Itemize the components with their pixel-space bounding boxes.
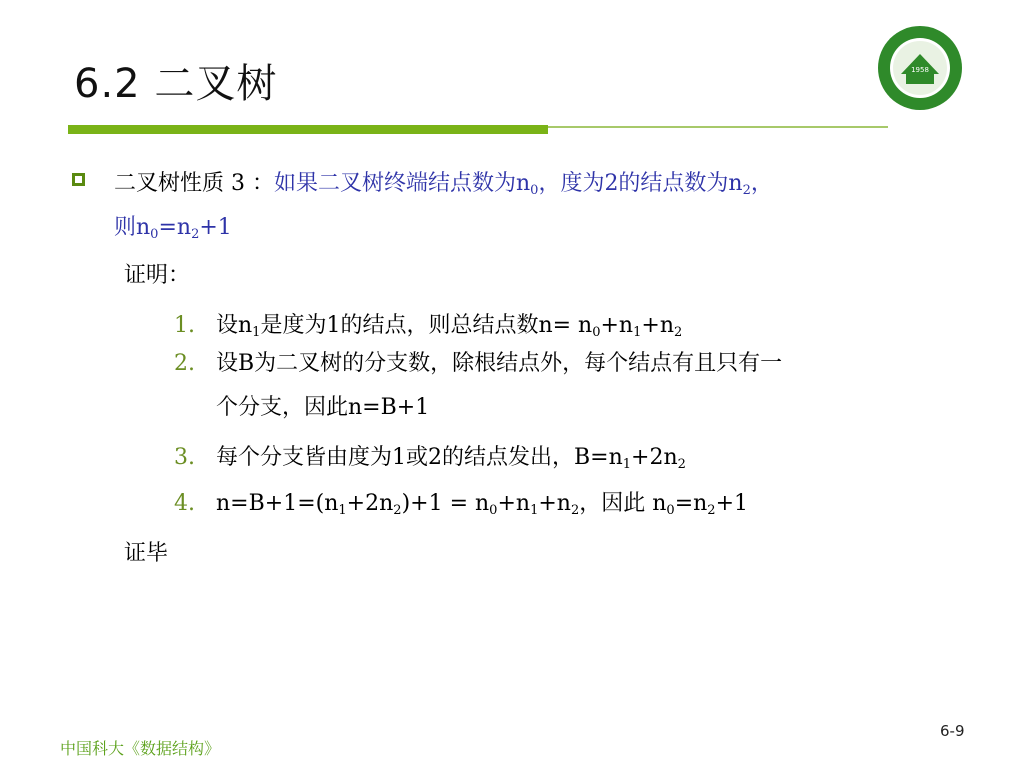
title-underline-thin xyxy=(548,126,888,128)
step-number: 2. xyxy=(174,351,195,376)
slide-title: 6.2 二叉树 xyxy=(74,61,278,107)
proof-heading: 证明： xyxy=(124,263,191,288)
property-statement: 如果二叉树终端结点数为$n_0$，度为2的结点数为$n_2$， xyxy=(273,171,773,198)
proof-step-3: 3. 每个分支皆由度为1或2的结点发出，$B=n_1+2n_2$ xyxy=(174,445,686,472)
footer-course-name: 中国科大《数据结构》 xyxy=(60,739,221,758)
step-number: 1. xyxy=(174,313,195,338)
property-label: 二叉树性质 3 ： xyxy=(114,171,274,196)
title-underline-thick xyxy=(68,125,548,134)
bullet-square-icon xyxy=(72,173,85,186)
proof-step-4: 4. $n=B+1=(n_1+2n_2)+1 = n_0+n_1+n_2$，因此 $n_0=n_2+1$ xyxy=(174,491,749,518)
proof-step-2: 2. 设B为二叉树的分支数，除根结点外，每个结点有且只有一 xyxy=(174,351,783,376)
proof-step-2-cont: 个分支，因此n=B+1 xyxy=(216,395,430,420)
property-statement-line1 xyxy=(114,166,773,197)
proof-end: 证毕 xyxy=(124,541,169,566)
page-number: 6-9 xyxy=(940,722,965,740)
step-number: 3. xyxy=(174,445,195,470)
university-seal-icon xyxy=(876,24,964,112)
property-statement-line2: 则$n_0=n_2+1$ xyxy=(114,215,232,242)
proof-step-1: 1. 设$n_1$是度为1的结点，则总结点数$n= n_0+n_1+n_2$ xyxy=(174,313,683,340)
logo-year: 1958 xyxy=(911,66,929,74)
step-number: 4. xyxy=(174,491,195,516)
